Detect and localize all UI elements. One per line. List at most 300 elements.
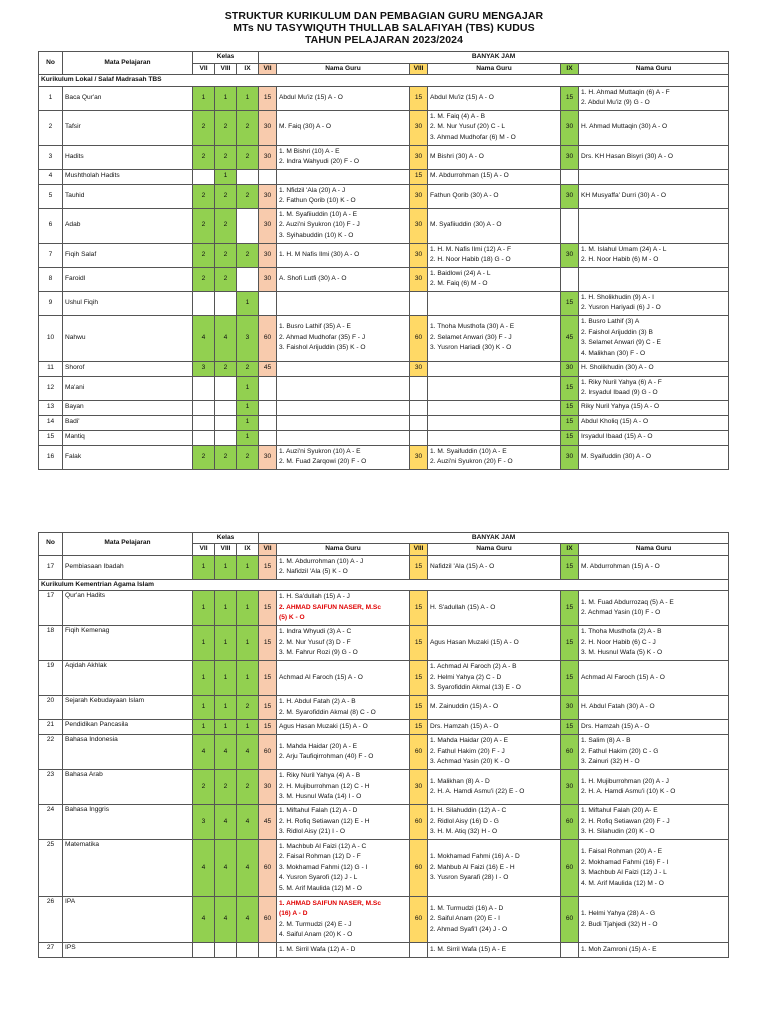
teacher-line: 3. Selamet Anwari (9) C - E <box>581 339 661 346</box>
header-jam-viii: VIII <box>410 544 428 556</box>
teacher-line-highlight: 2. AHMAD SAIFUN NASER, M.Sc <box>279 603 381 611</box>
row-no: 17 <box>39 591 63 626</box>
kelas-vii: 4 <box>193 897 215 943</box>
teacher-line: H. Ahmad Muttaqin (30) A - O <box>581 123 668 131</box>
teacher-line: 2. Achmad Yasin (10) F - O <box>581 609 661 616</box>
section-title: Kurikulum Lokal / Salaf Madrasah TBS <box>39 75 729 87</box>
jam-vii: 45 <box>259 805 277 840</box>
guru-vii <box>277 361 410 376</box>
teacher-line: Achmad Al Faroch (15) A - O <box>279 673 363 681</box>
teacher-line: 1. Thoha Musthofa (2) A - B <box>581 628 662 636</box>
guru-vii <box>277 943 410 958</box>
teacher-line: 2. Indra Wahyudi (20) F - O <box>279 158 360 165</box>
header-jam-ix: IX <box>561 544 579 556</box>
row-mapel: Tafsir <box>63 110 193 145</box>
jam-viii: 30 <box>410 361 428 376</box>
header-guru-vii: Nama Guru <box>277 544 410 556</box>
kelas-ix: 2 <box>237 770 259 805</box>
jam-vii: 60 <box>259 315 277 361</box>
row-mapel: Bayan <box>63 400 193 415</box>
guru-ix <box>579 243 729 267</box>
teacher-line: 1. H. M Nafis Ilmi (30) A - O <box>279 250 360 258</box>
header-banyak-jam: BANYAK JAM <box>259 532 729 544</box>
kelas-viii: 1 <box>215 86 237 110</box>
row-mapel: Falak <box>63 445 193 469</box>
teacher-line: 2. Ahmad Syafi'I (24) J - O <box>430 925 508 933</box>
kelas-vii: 1 <box>193 591 215 626</box>
row-mapel: Pembiasaan Ibadah <box>63 555 193 579</box>
jam-viii <box>410 430 428 445</box>
teacher-line: Nafidzil 'Ala (15) A - O <box>430 562 495 570</box>
table-row <box>39 626 729 661</box>
teacher-line: 1. M. Fuad Abdurrozaq (5) A - E <box>581 598 674 606</box>
teacher-line: 1. H. Sa'dullah (15) A - J <box>279 593 350 601</box>
teacher-line-highlight: (5) K - O <box>279 614 305 622</box>
jam-ix: 60 <box>561 805 579 840</box>
guru-vii <box>277 897 410 943</box>
jam-vii: 15 <box>259 696 277 720</box>
guru-viii <box>428 291 561 315</box>
row-mapel: Ma'ani <box>63 376 193 400</box>
kelas-vii: 2 <box>193 110 215 145</box>
teacher-line: 2. Saiful Anam (20) E - I <box>430 915 501 923</box>
teacher-line: 1. Helmi Yahya (28) A - G <box>581 910 656 917</box>
guru-ix <box>579 267 729 291</box>
teacher-line: 1. Busro Lathif (3) A <box>581 318 640 325</box>
teacher-line: 1. H. Abdul Fatah (2) A - B <box>279 698 356 705</box>
guru-vii <box>277 735 410 770</box>
guru-viii <box>428 169 561 184</box>
guru-viii <box>428 376 561 400</box>
guru-ix <box>579 184 729 208</box>
teacher-line: 3. Mokhamad Fahmi (12) G - I <box>279 863 368 871</box>
jam-vii: 60 <box>259 840 277 897</box>
jam-ix: 15 <box>561 376 579 400</box>
guru-vii <box>277 430 410 445</box>
jam-ix: 15 <box>561 430 579 445</box>
teacher-line: 2. Selamet Anwari (30) F - J <box>430 333 512 341</box>
teacher-line: 2. H. Rofiq Setiawan (12) E - H <box>279 817 370 825</box>
row-no: 18 <box>39 626 63 661</box>
guru-vii <box>277 720 410 735</box>
teacher-line: 2. H. A. Hamdi Asmu'i (10) K - O <box>581 788 676 795</box>
kelas-viii: 1 <box>215 720 237 735</box>
table-row <box>39 184 729 208</box>
table-row <box>39 555 729 579</box>
guru-viii <box>428 361 561 376</box>
teacher-line: 2. H. Noor Habib (18) G - O <box>430 256 511 263</box>
row-no: 11 <box>39 361 63 376</box>
kelas-viii: 1 <box>215 591 237 626</box>
jam-viii: 60 <box>410 315 428 361</box>
guru-ix <box>579 943 729 958</box>
jam-vii: 15 <box>259 591 277 626</box>
jam-viii: 15 <box>410 661 428 696</box>
jam-vii: 30 <box>259 208 277 243</box>
teacher-line: M. Zainuddin (15) A - O <box>430 703 499 711</box>
kelas-vii: 1 <box>193 626 215 661</box>
kelas-ix: 4 <box>237 840 259 897</box>
header-kelas-ix: IX <box>237 544 259 556</box>
row-no: 5 <box>39 184 63 208</box>
section-lokal <box>39 75 729 87</box>
kelas-ix: 1 <box>237 430 259 445</box>
jam-ix: 15 <box>561 86 579 110</box>
jam-viii <box>410 415 428 430</box>
jam-ix: 60 <box>561 840 579 897</box>
table-row <box>39 696 729 720</box>
table-row <box>39 315 729 361</box>
table-row <box>39 943 729 958</box>
teacher-line: 2. Faishol Arijuddin (3) B <box>581 328 653 336</box>
header-guru-viii: Nama Guru <box>428 63 561 75</box>
jam-viii: 30 <box>410 267 428 291</box>
teacher-line: 2. H. A. Hamdi Asmu'i (22) E - O <box>430 788 525 795</box>
jam-viii: 30 <box>410 770 428 805</box>
kelas-ix: 2 <box>237 184 259 208</box>
curriculum-table-1 <box>38 51 729 470</box>
header-no: No <box>39 532 63 555</box>
guru-ix <box>579 626 729 661</box>
guru-viii <box>428 720 561 735</box>
guru-ix <box>579 376 729 400</box>
jam-ix <box>561 208 579 243</box>
jam-viii: 30 <box>410 445 428 469</box>
guru-viii <box>428 555 561 579</box>
table-row <box>39 243 729 267</box>
kelas-viii: 2 <box>215 445 237 469</box>
row-no: 20 <box>39 696 63 720</box>
row-no: 2 <box>39 110 63 145</box>
jam-viii: 30 <box>410 110 428 145</box>
kelas-ix: 2 <box>237 243 259 267</box>
row-mapel: Nahwu <box>63 315 193 361</box>
teacher-line: KH Musyaffa' Durri (30) A - O <box>581 191 667 199</box>
teacher-line: 2. H. Noor Habib (6) C - J <box>581 638 656 646</box>
guru-vii <box>277 840 410 897</box>
teacher-line: H. Abdul Fatah (30) A - O <box>581 703 655 711</box>
row-mapel: Pendidikan Pancasila <box>63 720 193 735</box>
kelas-vii: 4 <box>193 735 215 770</box>
teacher-line: 2. Arju Taufiqirrohman (40) F - O <box>279 753 374 760</box>
teacher-line: 1. M. Syaifuddin (10) A - E <box>430 447 507 455</box>
teacher-line: M. Faiq (30) A - O <box>279 123 332 131</box>
jam-vii: 15 <box>259 86 277 110</box>
row-mapel: Mantiq <box>63 430 193 445</box>
table-row <box>39 145 729 169</box>
jam-vii: 60 <box>259 735 277 770</box>
guru-vii <box>277 376 410 400</box>
teacher-line: Riky Nuril Yahya (15) A - O <box>581 403 660 411</box>
guru-viii <box>428 591 561 626</box>
header-row <box>39 532 729 544</box>
guru-vii <box>277 770 410 805</box>
teacher-line: 1. M. Turmudzi (16) A - D <box>430 904 504 912</box>
jam-viii: 15 <box>410 626 428 661</box>
guru-ix <box>579 720 729 735</box>
guru-viii <box>428 661 561 696</box>
kelas-vii: 2 <box>193 145 215 169</box>
jam-vii: 30 <box>259 110 277 145</box>
kelas-viii: 2 <box>215 267 237 291</box>
guru-vii <box>277 415 410 430</box>
kelas-viii <box>215 376 237 400</box>
teacher-line: 2. Auzi'ni Syukron (10) F - J <box>279 221 360 229</box>
jam-viii: 60 <box>410 840 428 897</box>
teacher-line: 1. Riky Nuril Yahya (6) A - F <box>581 378 662 386</box>
kelas-viii: 2 <box>215 243 237 267</box>
jam-viii: 15 <box>410 720 428 735</box>
teacher-line: 3. Zainuri (32) H - O <box>581 758 640 766</box>
teacher-line: 3. H. Silahudin (20) K - O <box>581 828 655 836</box>
row-no: 14 <box>39 415 63 430</box>
teacher-line: 2. Mahbub Al Faizi (16) E - H <box>430 863 515 871</box>
guru-viii <box>428 943 561 958</box>
guru-vii <box>277 208 410 243</box>
guru-viii <box>428 770 561 805</box>
teacher-line: A. Shofi Lutfi (30) A - O <box>279 274 347 282</box>
jam-vii: 30 <box>259 243 277 267</box>
teacher-line: 1. Mokhamad Fahmi (16) A - D <box>430 853 520 861</box>
row-no: 23 <box>39 770 63 805</box>
row-no: 12 <box>39 376 63 400</box>
teacher-line: Irsyadul Ibaad (15) A - O <box>581 433 653 441</box>
guru-vii <box>277 86 410 110</box>
teacher-line: 1. Machbub Al Faizi (12) A - C <box>279 842 367 850</box>
title-line-2: MTs NU TASYWIQUTH THULLAB SALAFIYAH (TBS) KUDUS <box>233 22 535 34</box>
kelas-vii <box>193 430 215 445</box>
guru-ix <box>579 445 729 469</box>
row-no: 22 <box>39 735 63 770</box>
kelas-ix: 1 <box>237 291 259 315</box>
kelas-viii: 1 <box>215 555 237 579</box>
guru-vii <box>277 591 410 626</box>
teacher-line: 1. M Bishri (10) A - E <box>279 147 340 155</box>
guru-vii <box>277 555 410 579</box>
guru-ix <box>579 400 729 415</box>
teacher-line: Agus Hasan Muzaki (15) A - O <box>430 638 519 646</box>
teacher-line: Fathun Qorib (30) A - O <box>430 191 499 199</box>
section-kemenag <box>39 579 729 591</box>
row-mapel: Faroidl <box>63 267 193 291</box>
jam-ix: 15 <box>561 591 579 626</box>
kelas-ix: 1 <box>237 661 259 696</box>
teacher-line: 2. Yusron Hariyadi (6) J - O <box>581 304 661 311</box>
teacher-line: 1. M. Sirril Wafa (15) A - E <box>430 945 506 953</box>
kelas-viii: 4 <box>215 805 237 840</box>
header-guru-ix: Nama Guru <box>579 63 729 75</box>
teacher-line: 2. Budi Tjahjedi (32) H - O <box>581 920 658 928</box>
table-row <box>39 770 729 805</box>
jam-ix: 30 <box>561 696 579 720</box>
teacher-line: 2. Irsyadul Ibaad (9) G - O <box>581 389 658 396</box>
kelas-viii: 2 <box>215 361 237 376</box>
jam-ix: 15 <box>561 626 579 661</box>
jam-vii <box>259 169 277 184</box>
kelas-viii <box>215 291 237 315</box>
guru-viii <box>428 110 561 145</box>
header-kelas-viii: VIII <box>215 63 237 75</box>
teacher-line: 1. Mahda Haidar (20) A - E <box>430 737 509 745</box>
kelas-ix: 2 <box>237 445 259 469</box>
table-row <box>39 415 729 430</box>
curriculum-table-2 <box>38 532 729 959</box>
teacher-line: 2. Mokhamad Fahmi (16) F - I <box>581 858 669 866</box>
teacher-line: M. Syafiiuddin (30) A - O <box>430 221 502 229</box>
kelas-ix: 1 <box>237 400 259 415</box>
teacher-line: 3. M. Husnul Wafa (5) K - O <box>581 649 663 657</box>
kelas-vii: 1 <box>193 555 215 579</box>
kelas-viii <box>215 415 237 430</box>
jam-viii: 15 <box>410 169 428 184</box>
guru-ix <box>579 696 729 720</box>
kelas-vii: 1 <box>193 720 215 735</box>
jam-vii: 30 <box>259 445 277 469</box>
header-jam-ix: IX <box>561 63 579 75</box>
guru-ix <box>579 361 729 376</box>
row-no: 3 <box>39 145 63 169</box>
header-kelas-viii: VIII <box>215 544 237 556</box>
teacher-line: M. Abdurrohman (15) A - O <box>430 172 509 180</box>
kelas-ix: 1 <box>237 555 259 579</box>
row-no: 9 <box>39 291 63 315</box>
teacher-line: 1. M. Abdurrohman (10) A - J <box>279 557 364 565</box>
guru-viii <box>428 208 561 243</box>
teacher-line: M. Abdurrohman (15) A - O <box>581 562 660 570</box>
teacher-line: 2. Fathul Hakim (20) F - J <box>430 747 505 755</box>
row-mapel: IPS <box>63 943 193 958</box>
teacher-line-highlight: (16) A - D <box>279 910 308 917</box>
guru-vii <box>277 267 410 291</box>
row-no: 24 <box>39 805 63 840</box>
teacher-line: 1. Miftahul Falah (12) A - D <box>279 807 358 815</box>
teacher-line: 1. H. Sholikhudin (9) A - I <box>581 293 654 301</box>
header-kelas-vii: VII <box>193 544 215 556</box>
kelas-viii: 2 <box>215 208 237 243</box>
guru-ix <box>579 555 729 579</box>
row-no: 8 <box>39 267 63 291</box>
row-mapel: Bahasa Indonesia <box>63 735 193 770</box>
teacher-line: 1. Baidlowi (24) A - L <box>430 269 491 277</box>
guru-viii <box>428 184 561 208</box>
jam-vii: 60 <box>259 897 277 943</box>
kelas-vii: 2 <box>193 184 215 208</box>
jam-ix: 15 <box>561 661 579 696</box>
row-mapel: Badi' <box>63 415 193 430</box>
teacher-line: 4. Saiful Anam (20) K - O <box>279 931 353 938</box>
row-mapel: Adab <box>63 208 193 243</box>
table-row <box>39 267 729 291</box>
table-row <box>39 805 729 840</box>
teacher-line: 2. Fathun Qorib (10) K - O <box>279 197 356 204</box>
teacher-line: M. Syaifuddin (30) A - O <box>581 452 652 460</box>
table-row <box>39 208 729 243</box>
guru-ix <box>579 770 729 805</box>
kelas-vii: 3 <box>193 361 215 376</box>
kelas-vii <box>193 943 215 958</box>
jam-ix: 15 <box>561 291 579 315</box>
header-no: No <box>39 52 63 75</box>
teacher-line: 1. M. Faiq (4) A - B <box>430 112 485 120</box>
teacher-line: 1. H. Mujiburrohman (20) A - J <box>581 777 669 785</box>
guru-ix <box>579 430 729 445</box>
guru-viii <box>428 626 561 661</box>
jam-viii <box>410 943 428 958</box>
jam-ix: 60 <box>561 735 579 770</box>
teacher-line: Abdul Kholiq (15) A - O <box>581 418 649 426</box>
teacher-line: 2. Ahmad Mudhofar (35) F - J <box>279 333 366 341</box>
teacher-line: 3. Yusron Hariadi (30) K - O <box>430 344 512 352</box>
teacher-line: 1. Salim (8) A - B <box>581 737 631 745</box>
guru-vii <box>277 184 410 208</box>
kelas-ix <box>237 208 259 243</box>
header-jam-viii: VIII <box>410 63 428 75</box>
row-mapel: Mushtholah Hadits <box>63 169 193 184</box>
header-banyak-jam: BANYAK JAM <box>259 52 729 64</box>
guru-viii <box>428 735 561 770</box>
guru-viii <box>428 415 561 430</box>
row-no: 6 <box>39 208 63 243</box>
kelas-vii: 2 <box>193 770 215 805</box>
jam-viii: 15 <box>410 555 428 579</box>
teacher-line: 1. H. Ahmad Muttaqin (6) A - F <box>581 88 670 96</box>
header-kelas: Kelas <box>193 52 259 64</box>
guru-ix <box>579 291 729 315</box>
jam-ix: 60 <box>561 897 579 943</box>
teacher-line: 4. M. Arif Maulida (12) M - O <box>581 879 664 887</box>
guru-viii <box>428 696 561 720</box>
teacher-line: Drs. KH Hasan Bisyri (30) A - O <box>581 152 673 160</box>
teacher-line: 2. M. Nur Yusuf (3) D - F <box>279 638 351 646</box>
jam-viii: 30 <box>410 208 428 243</box>
kelas-viii <box>215 943 237 958</box>
row-mapel: Fiqih Kemenag <box>63 626 193 661</box>
row-no: 1 <box>39 86 63 110</box>
guru-vii <box>277 145 410 169</box>
jam-ix <box>561 169 579 184</box>
table-row <box>39 291 729 315</box>
table-row <box>39 110 729 145</box>
kelas-vii: 1 <box>193 661 215 696</box>
row-mapel: Hadits <box>63 145 193 169</box>
guru-vii <box>277 400 410 415</box>
header-kelas: Kelas <box>193 532 259 544</box>
teacher-line: 2. H. Noor Habib (6) M - O <box>581 256 659 263</box>
teacher-line: Abdul Mu'iz (15) A - O <box>430 93 494 101</box>
teacher-line: 1. Auzi'ni Syukron (10) A - E <box>279 447 361 455</box>
jam-viii: 60 <box>410 735 428 770</box>
teacher-line: 1. Achmad Al Faroch (2) A - B <box>430 663 517 671</box>
jam-ix: 45 <box>561 315 579 361</box>
guru-viii <box>428 243 561 267</box>
teacher-line: 2. Helmi Yahya (2) C - D <box>430 673 502 681</box>
row-no: 21 <box>39 720 63 735</box>
jam-viii: 30 <box>410 184 428 208</box>
guru-viii <box>428 145 561 169</box>
kelas-viii: 2 <box>215 770 237 805</box>
kelas-vii: 4 <box>193 840 215 897</box>
jam-viii: 30 <box>410 243 428 267</box>
teacher-line: 2. H. Mujiburrohman (12) C - H <box>279 782 370 790</box>
jam-ix: 15 <box>561 555 579 579</box>
table-row <box>39 720 729 735</box>
kelas-ix <box>237 943 259 958</box>
row-no: 16 <box>39 445 63 469</box>
row-mapel: Aqidah Akhlak <box>63 661 193 696</box>
row-no: 13 <box>39 400 63 415</box>
jam-vii: 15 <box>259 720 277 735</box>
kelas-viii: 1 <box>215 661 237 696</box>
